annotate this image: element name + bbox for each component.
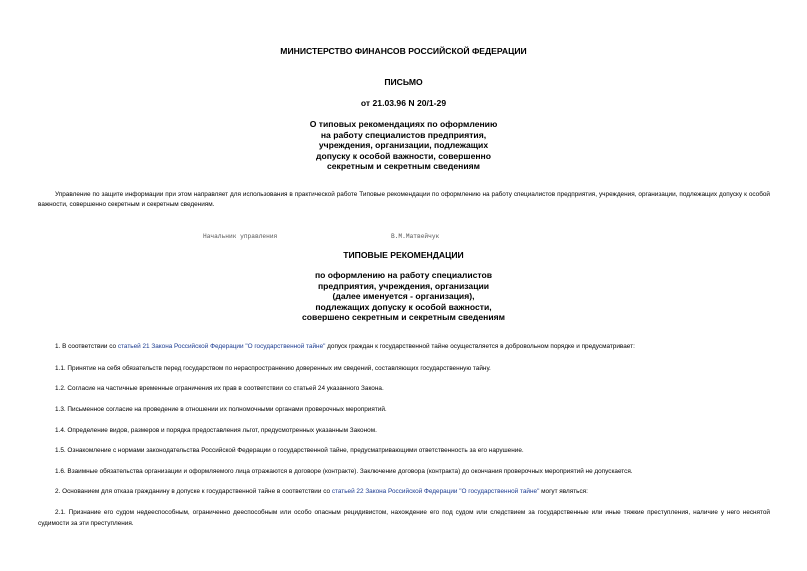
- item-2-text-start: 2. Основанием для отказа гражданину в допуске к государственной тайне в соответствии со: [55, 488, 332, 495]
- subtitle-line: (далее именуется - организация),: [332, 291, 475, 302]
- item-1-5: 1.5. Ознакомление с нормами законодательства Российской Федерации о государственной тайне, предусматривающими ответственность за его нарушение.: [55, 447, 524, 454]
- subject-line: О типовых рекомендациях по оформлению: [309, 119, 498, 129]
- subject-line: учреждения, организации, подлежащих: [318, 140, 489, 151]
- item-1-1: 1.1. Принятие на себя обязательств перед государством по нераспространению доверенных им сведений, составляющих государственную тайну.: [55, 365, 491, 372]
- item-1-4: 1.4. Определение видов, размеров и порядка предоставления льгот, предусмотренных указанным Законом.: [55, 427, 377, 434]
- law-article-22-link[interactable]: статьей 22 Закона Российской Федерации "О государственной тайне": [331, 488, 540, 495]
- subtitle-line: по оформлению на работу специалистов: [314, 270, 493, 280]
- recommendations-subtitle: [0, 270, 807, 323]
- intro-paragraph: Управление по защите информации при этом направляет для использования в практической работе Типовые рекомендации по оформлению на работу специалистов предприятия, учреждения, организации, подлежащих допуску к особой важности, совершенно секретным и секретным сведениям.: [38, 191, 770, 208]
- item-1: [38, 342, 770, 353]
- law-article-21-link[interactable]: статьей 21 Закона Российской Федерации "О государственной тайне": [117, 343, 326, 350]
- subject-line: на работу специалистов предприятия,: [320, 129, 487, 140]
- subject-line: допуску к особой важности, совершенно: [315, 150, 491, 161]
- item-1-3: 1.3. Письменное согласие на проведение в отношении их полномочными органами проверочных мероприятий.: [55, 406, 387, 413]
- item-1-6: 1.6. Взаимные обязательства организации и оформляемого лица отражаются в договоре (контракте). Заключение договора (контракта) до окончания проверочных мероприятий не допускается.: [55, 468, 633, 475]
- item-1-text-start: 1. В соответствии со: [55, 343, 118, 350]
- item-1-text-end: допуск граждан к государственной тайне осуществляется в добровольном порядке и предусматривает:: [325, 343, 635, 350]
- subtitle-line: подлежащих допуску к особой важности,: [315, 301, 492, 312]
- date-number: от 21.03.96 N 20/1-29: [360, 98, 447, 108]
- item-1-2: 1.2. Согласие на частичные временные ограничения их прав в соответствии со статьей 24 указанного Закона.: [55, 385, 384, 392]
- doc-type-heading: ПИСЬМО: [384, 77, 423, 87]
- signature-name: В.М.Матвейчук: [391, 233, 440, 240]
- item-2-1: 2.1. Признание его судом недееспособным, ограниченно дееспособным или особо опасным рецидивистом, нахождение его под судом или следствием за государственные или иные тяжкие преступления, наличие у него неснятой судимости за эти преступления.: [38, 509, 770, 527]
- item-2-text-end: могут являться:: [539, 488, 588, 495]
- item-2: [38, 487, 770, 498]
- subtitle-line: совершено секретным и секретным сведениям: [302, 312, 505, 323]
- subject-block: [0, 119, 807, 172]
- subtitle-line: предприятия, учреждения, организации: [317, 280, 490, 291]
- signature-position: Начальник управления: [203, 233, 278, 240]
- ministry-heading: МИНИСТЕРСТВО ФИНАНСОВ РОССИЙСКОЙ ФЕДЕРАЦИИ: [280, 46, 527, 56]
- recommendations-title: ТИПОВЫЕ РЕКОМЕНДАЦИИ: [343, 250, 464, 260]
- subject-line: секретным и секретным сведениям: [327, 161, 480, 172]
